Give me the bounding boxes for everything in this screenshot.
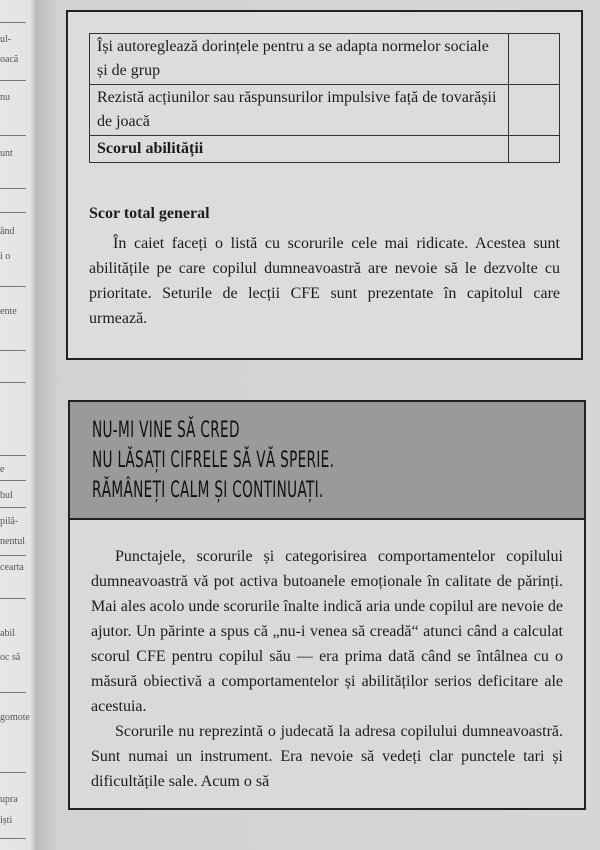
table-row-total [90,136,560,163]
margin-fragment: ul- [0,34,12,45]
callout-subtitle: NU LĂSAȚI CIFRELE SĂ VĂ SPERIE. [92,448,335,473]
score-cell [509,136,560,163]
divider [0,772,26,773]
table-row [90,85,560,136]
section-heading: Scor total general [89,205,210,222]
paragraph: Punctajele, scorurile și categorisirea comportamentelor copilului dumneavoastră vă pot activa butoanele emoționale în calitate de părinți. Mai ales acolo unde scorurile înalte indică aria unde copilul are nevoie de ajutor. Un părinte a spus că „nu-i venea să creadă“ atunci când a calculat scorul CFE pentru copilul său — era prima dată când se întâlnea cu o măsură obiectivă a comportamentelor și abilităților serios deficitare ale acestuia. [91,548,563,715]
margin-fragment: gomote [0,712,30,723]
margin-fragment: abil [0,628,15,639]
page-content [66,10,585,810]
callout-title: NU-MI VINE SĂ CRED [92,418,240,443]
divider [0,455,26,456]
skill-total-label: Scorul abilității [90,136,509,163]
divider [0,135,26,136]
divider [0,22,26,23]
callout-subtitle: RĂMÂNEȚI CALM ȘI CONTINUAȚI. [92,478,324,503]
score-cell [509,85,560,136]
margin-fragment: ând [0,226,15,237]
previous-page-margin [0,0,34,850]
callout-header [70,402,584,520]
margin-fragment: pilă- [0,516,19,527]
margin-fragment: oc să [0,652,21,663]
divider [0,598,26,599]
score-cell [509,34,560,85]
margin-fragment: nu [0,92,10,103]
margin-fragment: unt [0,148,13,159]
margin-fragment: nentul [0,536,25,547]
divider [0,382,26,383]
divider [0,350,26,351]
margin-fragment: oacă [0,54,19,65]
divider [0,507,26,508]
divider [0,555,26,556]
divider [0,480,26,481]
score-summary-box [66,10,583,360]
divider [0,188,26,189]
paragraph: În caiet faceți o listă cu scorurile cele mai ridicate. Acestea sunt abilitățile pe care copilul dumneavoastră are nevoie să le dezvolte cu prioritate. Seturile de lecții CFE sunt prezentate în capitolul care urmează. [89,235,560,327]
margin-fragment: bul [0,490,13,501]
margin-fragment: iști [0,815,13,826]
margin-fragment: cearta [0,562,24,573]
skill-cell: Rezistă acțiunilor sau răspunsurilor impulsive față de tovarășii de joacă [90,85,509,136]
callout-body [70,520,584,794]
paragraph: Scorurile nu reprezintă o judecată la adresa copilului dumneavoastră. Sunt numai un instrument. Era nevoie să vedeți clar punctele tari și dificultățile sale. Acum o să [91,723,563,790]
divider [0,692,26,693]
margin-fragment: e [0,464,5,475]
divider [0,80,26,81]
margin-fragment: upra [0,794,18,805]
margin-fragment: ente [0,306,17,317]
callout-box [68,400,586,810]
divider [0,286,26,287]
divider [0,838,26,839]
margin-fragment: i o [0,251,11,262]
divider [0,212,26,213]
skill-cell: Își autoreglează dorințele pentru a se adapta normelor sociale și de grup [90,34,509,85]
skill-score-table [89,33,560,163]
table-row [90,34,560,85]
